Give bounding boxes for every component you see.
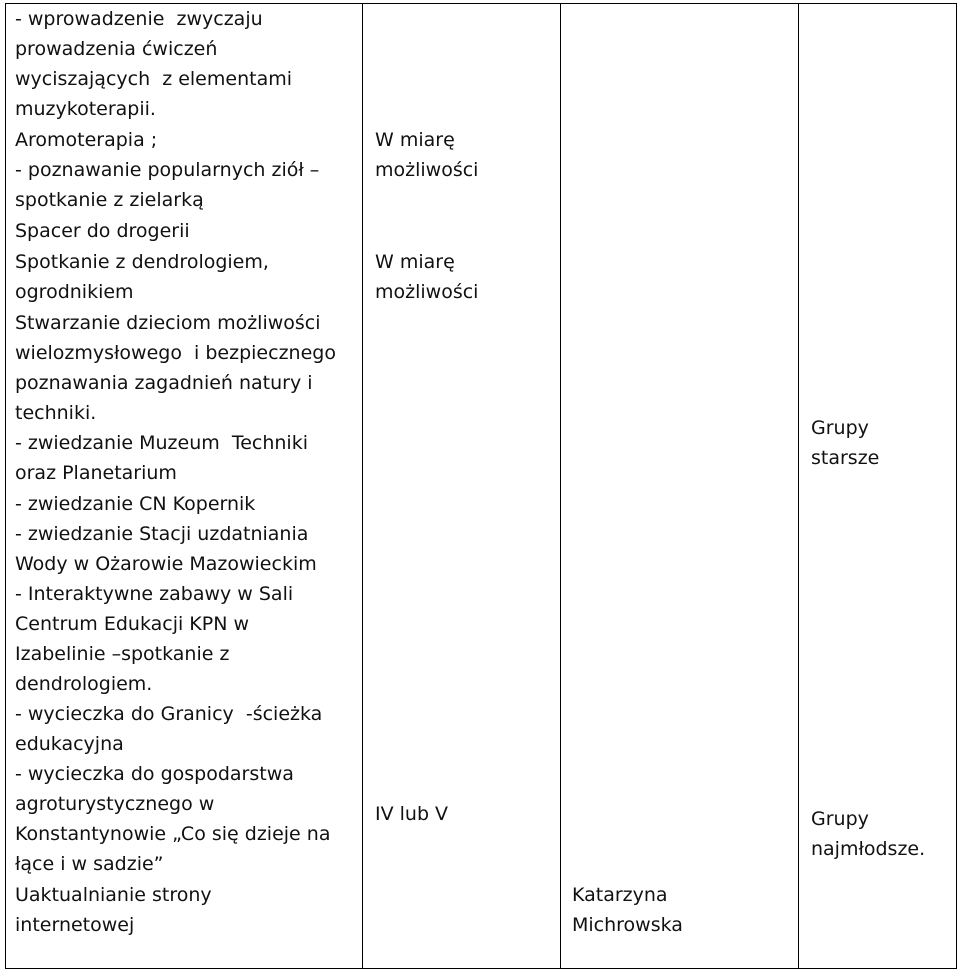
activity-line: Wody w Ożarowie Mazowieckim [15,553,317,575]
term-cell: możliwości [375,159,479,181]
column-divider [560,3,561,969]
column-divider [362,3,363,969]
activity-line: - wycieczka do Granicy -ścieżka [15,703,323,725]
activity-line: Stwarzanie dzieciom możliwości [15,312,321,334]
activity-line: Konstantynowie „Co się dzieje na [15,823,331,845]
activity-line: dendrologiem. [15,673,153,695]
column-divider [798,3,799,969]
group-cell: Grupy [811,808,869,830]
activity-line: ogrodnikiem [15,281,134,303]
activity-line: poznawania zagadnień natury i [15,372,313,394]
term-cell: W miarę [375,129,455,151]
activity-line: internetowej [15,914,135,936]
activity-line: muzykoterapii. [15,98,156,120]
activity-line: Izabelinie –spotkanie z [15,643,230,665]
activity-line: Centrum Edukacji KPN w [15,613,250,635]
term-cell: W miarę [375,251,455,273]
activity-line: agroturystycznego w [15,793,215,815]
group-cell: Grupy [811,417,869,439]
activity-line: Spacer do drogerii [15,220,190,242]
activity-line: - zwiedzanie Muzeum Techniki [15,432,308,454]
term-cell: IV lub V [375,803,449,825]
responsible-person: Katarzyna [572,884,668,906]
activity-line: łące i w sadzie” [15,853,164,875]
group-cell: starsze [811,447,880,469]
activity-line: - wycieczka do gospodarstwa [15,763,294,785]
activity-line: Aromoterapia ; [15,129,158,151]
activity-line: wielozmysłowego i bezpiecznego [15,342,336,364]
activity-line: - wprowadzenie zwyczaju [15,8,263,30]
activity-line: Spotkanie z dendrologiem, [15,251,269,273]
activity-line: techniki. [15,402,97,424]
activity-line: Uaktualnianie strony [15,884,212,906]
term-cell: możliwości [375,281,479,303]
activity-line: - zwiedzanie Stacji uzdatniania [15,523,309,545]
responsible-person: Michrowska [572,914,683,936]
activity-line: spotkanie z zielarką [15,189,204,211]
activity-line: prowadzenia ćwiczeń [15,38,218,60]
activity-line: wyciszających z elementami [15,68,292,90]
activity-line: - Interaktywne zabawy w Sali [15,583,294,605]
activity-line: - poznawanie popularnych ziół – [15,159,320,181]
activity-line: edukacyjna [15,733,124,755]
group-cell: najmłodsze. [811,838,926,860]
activity-line: oraz Planetarium [15,462,177,484]
activity-line: - zwiedzanie CN Kopernik [15,493,256,515]
